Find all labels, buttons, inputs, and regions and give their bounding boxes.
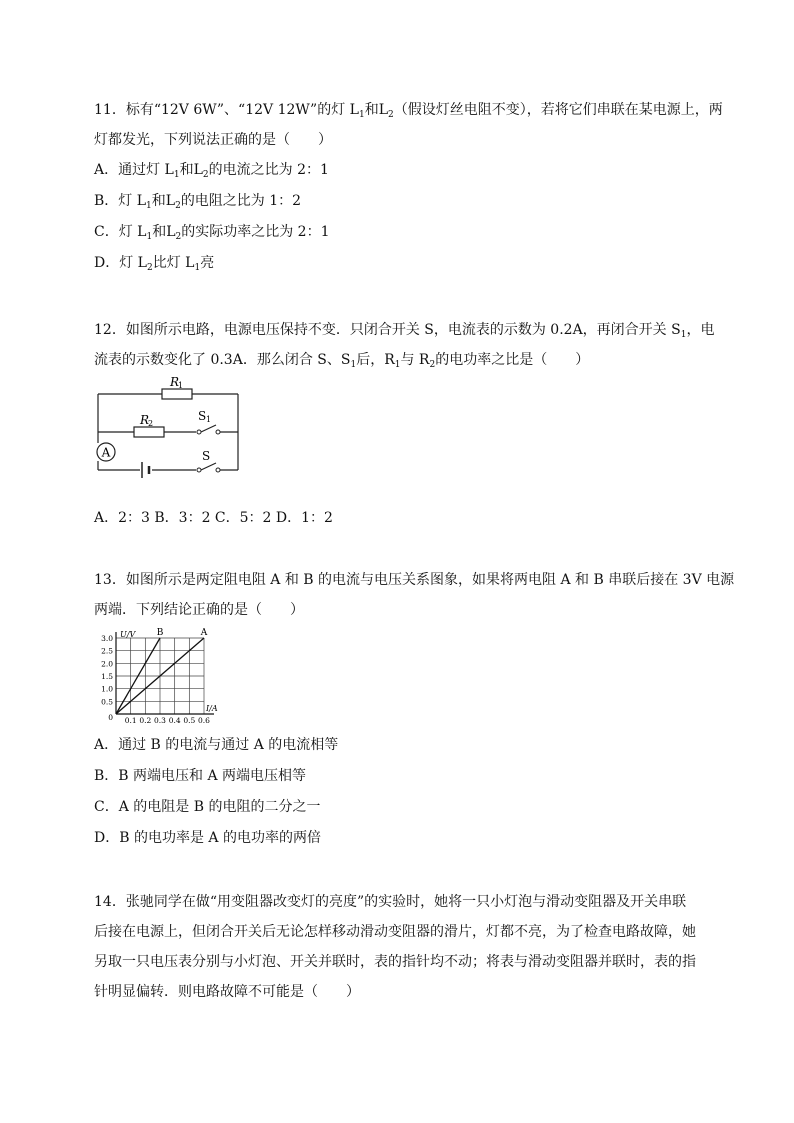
series-label-b: B — [156, 628, 164, 638]
r2-label: R — [140, 413, 150, 427]
x-tick-label: 0.6 — [198, 716, 210, 724]
question-12 — [94, 315, 715, 375]
r1-label-subscript: 1 — [178, 381, 184, 390]
question-11-option-c[interactable]: C．灯 $L_1$和$L_2$的实际功率之比为 2：1 — [94, 224, 330, 242]
question-11-option-b[interactable]: B．灯 $L_1$和$L_2$的电阻之比为 1：2 — [94, 193, 302, 211]
series-label-a: A — [200, 628, 208, 638]
question-14-stem-line-1: 14．张驰同学在做“用变阻器改变灯的亮度”的实验时，她将一只小灯泡与滑动变阻器及开关串联 — [94, 894, 687, 910]
switch-s-contact-right — [216, 468, 220, 472]
question-13 — [94, 565, 735, 625]
ammeter-label: A — [101, 445, 111, 460]
question-12-stem: 12．如图所示电路，电源电压保持不变．只闭合开关 S，电流表的示数为 0.2A，再闭合开关 $S_1$，电 — [94, 322, 715, 340]
question-11-stem: 11．标有“12V 6W”、“12V 12W”的灯 $L_1$和$L_2$（假设灯丝电阻不变），若将它们串联在某电源上，两 — [94, 102, 723, 120]
question-14-stem-line-2: 后接在电源上，但闭合开关后无论怎样移动滑动变阻器的滑片，灯都不亮，为了检查电路故障，她 — [94, 924, 696, 940]
x-tick-label: 0.3 — [154, 716, 166, 724]
switch-s1-contact-left — [197, 430, 201, 434]
y-tick-label: 0 — [108, 713, 113, 722]
y-tick-label: 1.5 — [101, 672, 113, 681]
question-13-options — [94, 730, 704, 854]
resistor-r2 — [134, 427, 164, 437]
question-13-option-c[interactable]: C．A 的电阻是 B 的电阻的二分之一 — [94, 799, 321, 815]
switch-s-contact-left — [197, 468, 201, 472]
question-13-stem: 13．如图所示是两定阻电阻 A 和 B 的电流与电压关系图象，如果将两电阻 A 和 B 串联后接在 3V 电源 — [94, 572, 735, 588]
s-label: S — [202, 449, 211, 463]
question-12-options-text[interactable]: A．2：3 B．3：2 C．5：2 D．1：2 — [94, 510, 333, 526]
question-14-stem-line-4: 针明显偏转．则电路故障不可能是（ ） — [94, 984, 360, 1000]
y-tick-label: 1.0 — [101, 684, 113, 694]
y-tick-label: 0.5 — [101, 697, 113, 707]
s1-label: S — [198, 409, 207, 423]
switch-s1-contact-right — [216, 430, 220, 434]
question-13-stem-cont: 两端．下列结论正确的是（ ） — [94, 602, 304, 618]
question-11-option-d[interactable]: D．灯 $L_2$比灯 $L_1$亮 — [94, 255, 215, 273]
x-tick-label: 0.1 — [124, 716, 137, 724]
question-13-option-a[interactable]: A．通过 B 的电流与通过 A 的电流相等 — [94, 737, 339, 753]
question-12-options[interactable] — [94, 503, 704, 533]
r2-label-subscript: 2 — [148, 419, 154, 428]
x-tick-label: 0.5 — [183, 716, 196, 724]
x-tick-label: 0.2 — [139, 716, 152, 724]
y-tick-label: 3.0 — [101, 634, 113, 643]
question-13-option-d[interactable]: D．B 的电功率是 A 的电功率的两倍 — [94, 830, 321, 846]
question-14-stem-line-3: 另取一只电压表分别与小灯泡、开关并联时，表的指针均不动；将表与滑动变阻器并联时，表的指 — [94, 954, 696, 970]
question-14 — [94, 887, 704, 1007]
s1-label-subscript: 1 — [206, 415, 212, 424]
resistor-r1 — [162, 389, 192, 399]
question-12-stem-cont: 流表的示数变化了 0.3A．那么闭合 S、$S_1$后，$R_1$与 $R_2$的电功率之比是（ ） — [94, 352, 590, 370]
x-tick-label: 0.4 — [168, 716, 181, 724]
y-tick-label: 2.0 — [101, 659, 113, 669]
question-11 — [94, 95, 723, 279]
y-axis-label: U/V — [120, 630, 136, 639]
current-voltage-chart — [92, 628, 227, 724]
question-13-option-b[interactable]: B．B 两端电压和 A 两端电压相等 — [94, 768, 307, 784]
circuit-diagram — [92, 372, 247, 484]
y-tick-label: 2.5 — [101, 646, 113, 656]
battery-symbol — [142, 462, 149, 478]
question-11-stem-cont: 灯都发光，下列说法正确的是（ ） — [94, 132, 332, 148]
r1-label: R — [170, 375, 180, 389]
x-axis-label: I/A — [206, 704, 218, 713]
question-11-option-a[interactable]: A．通过灯 $L_1$和$L_2$的电流之比为 2：1 — [94, 162, 329, 180]
